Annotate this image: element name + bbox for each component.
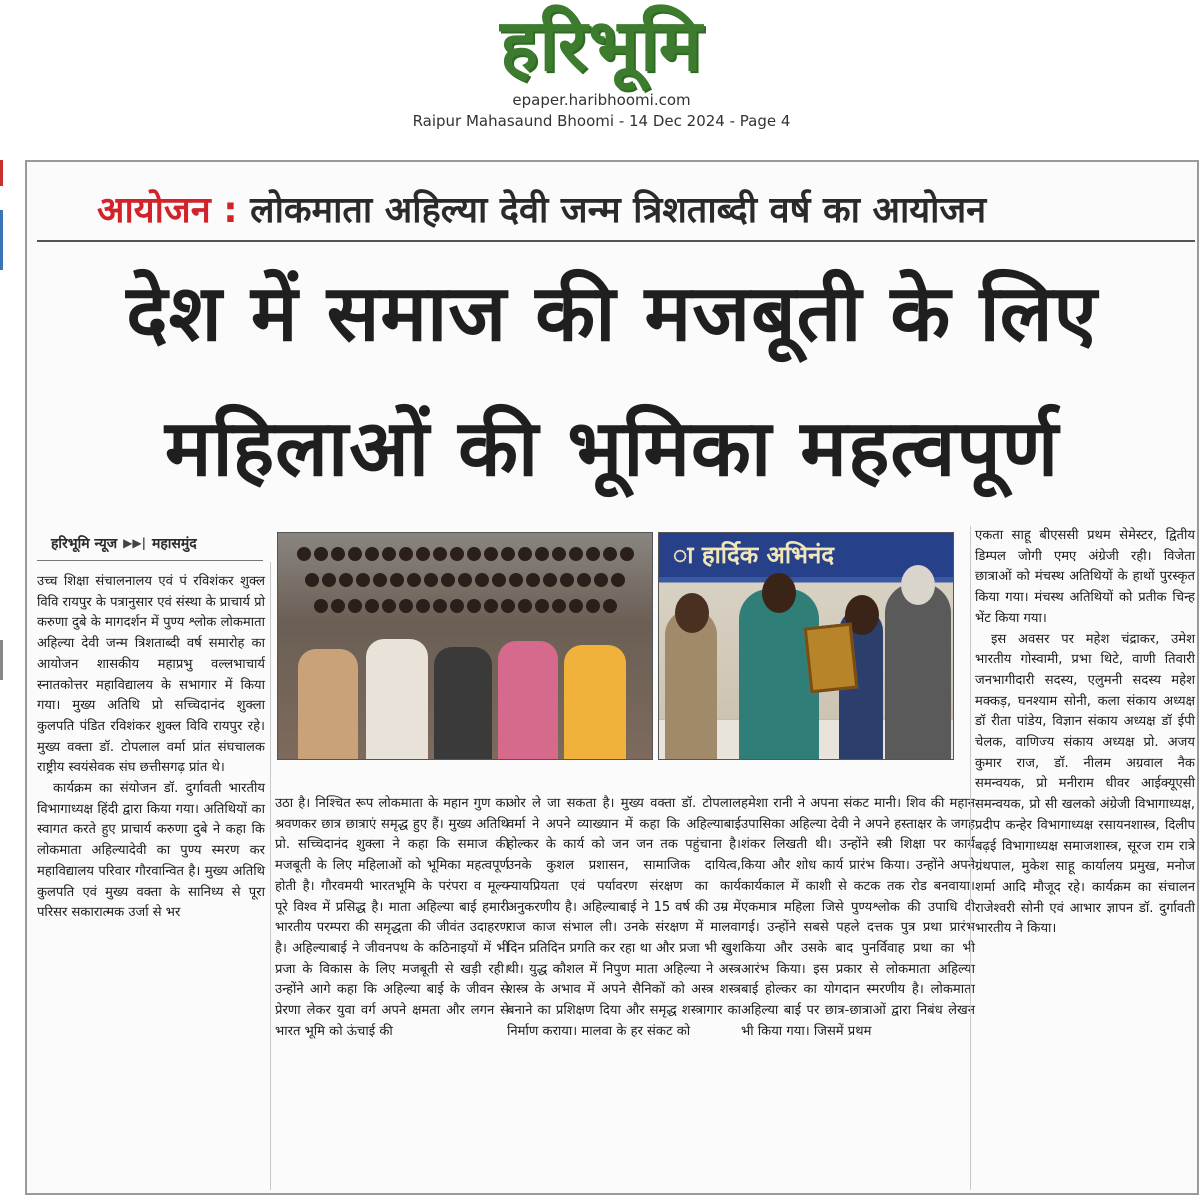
byline — [51, 530, 271, 556]
stage-banner: ा हार्दिक अभिनंद — [659, 533, 953, 577]
paragraph: उठा है। निश्चित रूप लोकमाता के महान गुण का श्रवणकर छात्र छात्राएं समृद्ध हुए हैं। मुख्य अतिथि प्रो. सच्चिदानंद शुक्ला ने कहा कि समाज की मजबूती के लिए महिलाओं को भूमिका महत्वपूर्ण होती है। गौरवमयी भारतभूमि के परंपरा व मूल्य पूरे विश्व में प्रसिद्ध है। माता अहिल्या बाई हमारी भारतीय परम्परा की समृद्धता की जीवंत उदाहरण है। अहिल्याबाई ने जीवनपथ के कठिनाइयों में भी प्रजा के विकास के लिए मजबूती से खड़ी रही। उन्होंने आगे कहा कि अहिल्या बाई के जीवन से प्रेरणा लेकर युवा वर्ग अपने क्षमता और लगन से भारत भूमि को ऊंचाई की — [275, 796, 509, 1039]
paragraph: कार्यक्रम का संयोजन डॉ. दुर्गावती भारतीय विभागाध्यक्ष हिंदी द्वारा किया गया। अतिथियों का स्वागत करते हुए प्राचार्य करुणा दुबे ने कहा कि लोकमाता अहिल्यादेवी का पुण्य स्मरण कर महाविद्यालय परिवार गौरवान्वित है। मुख्य अतिथि कुलपति एवं मुख्य वक्ता के सानिध्य से पूरा परिसर सकारात्मक उर्जा से भर — [37, 781, 265, 921]
paragraph: हमेशा रानी ने अपना संकट मानी। शिव की महान उपासिका अहिल्या देवी ने अपने हस्ताक्षर के जगह शंकर लिखती थी। उन्होंने स्त्री शिक्षा पर कार्य किया और शोध कार्य प्रारंभ किया। उन्होंने अपने कार्यकाल में काशी से कटक तक रोड बनवाया। एकमात्र महिला जिसे पुण्यश्लोक की उपाधि दी गई। उन्होंने सबसे पहले दत्तक पुत्र प्रथा प्रारंभ किया और उसके बाद पुनर्विवाह प्रथा का भी आरंभ किया। इस प्रकार से लोकमाता अहिल्या बाई होल्कर का योगदान स्मरणीय है। लोकमाता अहिल्या बाई पर छात्र-छात्राओं द्वारा निबंध लेखन भी किया गया। जिसमें प्रथम — [741, 796, 975, 1039]
double-arrow-icon: ▶▶| — [123, 536, 146, 550]
headline-line-2: महिलाओं की भूमिका महत्वपूर्ण — [164, 404, 1060, 494]
site-url[interactable]: epaper.haribhoomi.com — [512, 91, 691, 109]
kicker-divider — [37, 240, 1195, 242]
award-plaque — [804, 623, 859, 694]
news-article — [25, 160, 1199, 1195]
paragraph: उच्च शिक्षा संचालनालय एवं पं रविशंकर शुक्ल विवि रायपुर के पत्रानुसार एवं संस्था के प्राचार्य प्रो करुणा दुबे के मागदर्शन में पुण्य श्लोक लोकमाता अहिल्या देवी जन्म त्रिशताब्दी वर्ष समारोह का आयोजन शासकीय महाप्रभु वल्लभाचार्य स्नातकोत्तर महाविद्यालय के सभागार में किया गया। मुख्य अतिथि प्रो सच्चिदानंद शुक्ला कुलपति पंडित रविशंकर शुक्ल विवि रायपुर रहे। मुख्य वक्ता डॉ. टोपलाल वर्मा प्रांत संघचालक राष्ट्रीय स्वयंसेवक संघ छत्तीसगढ़ प्रांत थे। — [37, 574, 265, 776]
article-column-5 — [975, 526, 1195, 940]
column-divider — [270, 562, 271, 1190]
paragraph: ओर ले जा सकता है। मुख्य वक्ता डॉ. टोपलाल वर्मा ने अपने व्याख्यान में कहा कि अहिल्याबाई होल्कर के कार्य को जन जन तक पहुंचाना है। उनके कुशल प्रशासन, सामाजिक दायित्व, न्यायप्रियता एवं पर्यावरण संरक्षण का कार्य अनुकरणीय है। अहिल्याबाई ने 15 वर्ष की उम्र में राज काज संभाल ली। उनके संरक्षण में मालवा दिन प्रतिदिन प्रगति कर रहा था और प्रजा भी खुश थी। युद्ध कौशल में निपुण माता अहिल्या ने अस्त्र शस्त्र के अभाव में अपने सैनिकों को अस्त्र शस्त्र बनाने का प्रशिक्षण दिया और समृद्ध शस्त्रागार का निर्माण कराया। मालवा के हर संकट को — [507, 796, 741, 1039]
column-divider — [970, 526, 971, 1190]
byline-source: हरिभूमि न्यूज — [51, 535, 118, 552]
adjacent-page-edge — [0, 160, 3, 186]
newspaper-logo[interactable]: हरिभूमि — [500, 3, 703, 87]
audience-photo[interactable] — [277, 532, 653, 760]
kicker-label: आयोजन : — [97, 190, 238, 231]
crowd-row — [278, 599, 652, 613]
adjacent-page-edge — [0, 640, 3, 680]
masthead — [0, 0, 1203, 140]
article-column-2 — [275, 794, 509, 1042]
headline-line-1: देश में समाज की मजबूती के लिए — [126, 269, 1098, 359]
article-column-4 — [741, 794, 975, 1042]
byline-place: महासमुंद — [151, 535, 197, 552]
paragraph: इस अवसर पर महेश चंद्राकर, उमेश भारतीय गोस्वामी, प्रभा थिटे, वाणी तिवारी जनभागीदारी सदस्य, एलुमनी सदस्य महेश मक्कड़, घनश्याम सोनी, कला संकाय अध्यक्ष डॉ रीता पांडेय, विज्ञान संकाय अध्यक्ष डॉ ईपी चेलक, वाणिज्य संकाय अध्यक्ष प्रो. अजय कुमार राज, डॉ. नीलम अग्रवाल नैक समन्वयक, प्रो मनीराम धीवर आईक्यूएसी समन्वयक, प्रो सी खलको अंग्रेजी विभागाध्यक्ष, प्रदीप कन्हेर विभागाध्यक्ष रसायनशास्त्र, दिलीप बढ़ई विभागाध्यक्ष समाजशास्त्र, सूरज राम रात्रे ग्रंथपाल, मुकेश साहू कार्यालय प्रमुख, मनोज शर्मा आदि मौजूद रहे। कार्यक्रम का संचालन राजेश्वरी सोनी एवं आभार ज्ञापन डॉ. दुर्गावती भारतीय ने किया। — [975, 631, 1195, 937]
edition-line: Raipur Mahasaund Bhoomi - 14 Dec 2024 - Page 4 — [412, 112, 791, 130]
kicker — [97, 186, 1197, 236]
crowd-row — [278, 547, 652, 561]
crowd-row — [278, 573, 652, 587]
article-column-1 — [37, 572, 265, 924]
paragraph: एकता साहू बीएससी प्रथम सेमेस्टर, द्वितीय डिम्पल जोगी एमए अंग्रेजी रही। विजेता छात्राओं को मंचस्थ अतिथियों के हाथों पुरस्कृत किया गया। मंचस्थ अतिथियों को प्रतीक चिन्ह भेंट किया गया। — [975, 528, 1195, 626]
article-column-3 — [507, 794, 741, 1042]
byline-divider — [37, 560, 263, 561]
felicitation-photo[interactable] — [658, 532, 954, 760]
kicker-text: लोकमाता अहिल्या देवी जन्म त्रिशताब्दी वर्ष का आयोजन — [250, 190, 987, 231]
adjacent-page-edge — [0, 210, 3, 270]
